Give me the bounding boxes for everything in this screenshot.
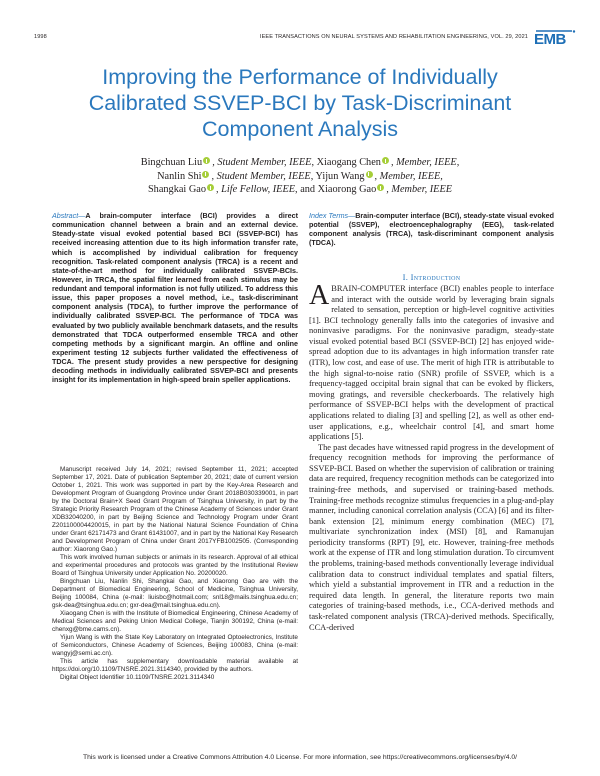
page-number: 1998 <box>34 34 47 40</box>
author-line-3 <box>60 183 540 197</box>
author-name: , and Xiaorong Gao <box>295 184 377 196</box>
abstract <box>52 212 298 385</box>
author-line-1 <box>60 156 540 170</box>
running-header <box>24 30 576 46</box>
emb-logo <box>534 30 576 50</box>
author-line-2 <box>60 170 540 184</box>
author-name: Nanlin Shi <box>157 170 202 182</box>
author-name: , Yijun Wang <box>310 170 365 182</box>
author-role: , Student Member, IEEE <box>211 170 311 182</box>
orcid-icon[interactable] <box>202 171 209 178</box>
author-name: Shangkai Gao <box>147 184 207 196</box>
index-terms-dash: — <box>348 212 356 220</box>
author-role: , Member, IEEE <box>386 184 453 196</box>
section-title: Introduction <box>410 272 461 282</box>
paper-title: Improving the Performance of Individually Calibrated SSVEP-BCI by Task-Discriminant Component Analysis <box>88 65 512 141</box>
intro-paragraph: The past decades have witnessed rapid progress in the development of frequency recognition methods for improving the performance of SSVEP-BCI. Based on whether the supervision of calibration or training data are required, frequency recognition methods can be categorized into training-free methods, and supervised or training-based methods. Training-free methods recognize stimulus frequencies in a plug-and-play manner, including canonical correlation analysis (CCA) [6] and its filter-bank extension [2], minimum energy combination (MEC) [7], multivariate synchronization index (MSI) [8], and Ramanujan periodicity transforms (RPT) [9], etc. However, training-free methods work at the expense of ITR and long stimulation duration. To circumvent the problems, training-based methods conventionally leverage individual calibration data to construct individual templates and spatial filters, which yield a substantial improvement in ITR and a reduction in the required data length. In general, the literature reports two main categories of training-based methods, i.e., CCA-derived methods and task-related component analysis (TRCA)-derived methods. Specifically, CCA-derived <box>309 442 554 632</box>
orcid-icon[interactable] <box>207 184 214 191</box>
abstract-label: Abstract <box>52 212 79 220</box>
footnotes <box>52 466 298 682</box>
license-footer: This work is licensed under a Creative Commons Attribution 4.0 License. For more information, see https://creativecommons.org/licenses/by/4.0/ <box>82 754 518 761</box>
author-list <box>60 156 540 197</box>
index-terms <box>309 212 554 249</box>
orcid-icon[interactable] <box>377 184 384 191</box>
intro-paragraph-text: BRAIN-COMPUTER interface (BCI) enables people to interface and interact with the outside world by leveraging brain signals related to sensation, perception or high-level cognitive activities [1]. BCI technology generally falls into the categories of invasive and noninvasive paradigms. For the noninvasive paradigm, steady-state visual evoked potential based BCI (SSVEP-BCI) [2] has enjoyed wide-spread adoption due to its advantages in high information transfer rate (ITR), low cost, and ease of use. The merit of high ITR is attributable to the high signal-to-noise ratio (SNR) profile of SSVEP, which is a frequency-tagged occipital brain signal that can be evoked by flickers, moving gratings, and reversible checkerboards. The relatively high performance of SSVEP-BCI helps with the development of practical applications related to dialing [3] and spelling [2], as well as other end-user applications, e.g., wheelchair control [4], and smart home applications [5]. <box>309 284 554 442</box>
abstract-dash: — <box>78 212 86 220</box>
orcid-icon[interactable] <box>366 171 373 178</box>
footnote-manuscript: Manuscript received July 14, 2021; revised September 11, 2021; accepted September 17, 2021. Date of publication September 20, 2021; date of current version October 1, 2021. This work was supported in part by the Key-Area Research and Development Program of Guangdong Province under Grant 2018B030339001, in part by the Doctoral Brain+X Seed Grant Program of Tsinghua University, in part by the Strategic Priority Research Program of the Chinese Academy of Sciences under Grant XDB32040200, in part by Beijing Science and Technology Program under Grant Z201100004420015, in part by the National Natural Science Foundation of China under Grant 62171473 and Grant 61431007, and in part by the National Key Research and Development Program of China under Grant 2017YFB1002505. (Corresponding author: Xiaorong Gao.) <box>52 466 298 553</box>
index-terms-label: Index Terms <box>309 212 349 220</box>
orcid-icon[interactable] <box>203 157 210 164</box>
abstract-text: A brain-computer interface (BCI) provides a direct communication channel between a brain and an external device. Steady-state visual evoked potential based BCI (SSVEP-BCI) has received increasing attention due to its high information transfer rate, which is accomplished by individual calibration for frequency recognition. Task-related component analysis (TRCA) is a recent and state-of-the-art method for individually calibrated SSVEP-BCIs. However, in TRCA, the spatial filter learned from each stimulus may be redundant and temporal information is not fully utilized. To address this issue, this paper proposes a novel method, i.e., task-discriminant component analysis (TDCA), to further improve the performance of individually calibrated SSVEP-BCI. The performance of TDCA was evaluated by two publicly available benchmark datasets, and the results demonstrated that TDCA outperformed ensemble TRCA and other competing methods by a significant margin. An offline and online experiment testing 12 subjects further validated the effectiveness of TDCA. The present study provides a new perspective for designing decoding methods in individually calibrated SSVEP-BCI and presents insight for its implementation in high-speed brain speller applications. <box>52 212 298 385</box>
introduction-body <box>309 280 554 633</box>
section-heading-introduction <box>309 272 554 282</box>
footnote-supplementary: This article has supplementary downloadable material available at https://doi.org/10.1109/TNSRE.2021.3114340, provided by the authors. <box>52 658 298 673</box>
drop-cap: A <box>309 280 330 311</box>
intro-paragraph <box>309 280 554 443</box>
journal-title: IEEE TRANSACTIONS ON NEURAL SYSTEMS AND REHABILITATION ENGINEERING, VOL. 29, 2021 <box>259 34 528 40</box>
author-role: , Member, IEEE, <box>374 170 443 182</box>
author-role: , Life Fellow, IEEE <box>216 184 296 196</box>
author-name: , Xiaogang Chen <box>311 157 381 168</box>
footnote-affiliation: Bingchuan Liu, Nanlin Shi, Shangkai Gao, and Xiaorong Gao are with the Department of Biomedical Engineering, School of Medicine, Tsinghua University, Beijing 100084, China (e-mail: liuisbc@hotmail.com; snl18@mails.tsinghua.edu.cn; gsk-dea@tsinghua.edu.cn; gxr-dea@mail.tsinghua.edu.cn). <box>52 578 298 609</box>
author-role: , Student Member, IEEE <box>212 157 312 168</box>
footnote-affiliation: Xiaogang Chen is with the Institute of Biomedical Engineering, Chinese Academy of Medical Sciences and Peking Union Medical College, Tianjin 300192, China (e-mail: chenxg@bme.cams.cn). <box>52 610 298 633</box>
section-number: I. <box>402 272 409 282</box>
author-role: , Member, IEEE, <box>390 157 460 168</box>
footnote-ethics: This work involved human subjects or animals in its research. Approval of all ethical and experimental procedures and protocols was granted by the Institutional Review Board of Tsinghua University under Application No. 20200020. <box>52 554 298 577</box>
orcid-icon[interactable] <box>382 157 389 164</box>
index-terms-text: Brain-computer interface (BCI), steady-state visual evoked potential (SSVEP), electroencephalography (EEG), task-related component analysis (TRCA), task-discriminant component analysis (TDCA). <box>309 212 554 248</box>
author-name: Bingchuan Liu <box>140 157 203 168</box>
emb-logo-text: EMB <box>534 31 566 48</box>
footnote-doi: Digital Object Identifier 10.1109/TNSRE.2021.3114340 <box>60 674 215 681</box>
footnote-affiliation: Yijun Wang is with the State Key Laboratory on Integrated Optoelectronics, Institute of Semiconductors, Chinese Academy of Sciences, Beijing 100083, China (e-mail: wangyj@semi.ac.cn). <box>52 634 298 657</box>
